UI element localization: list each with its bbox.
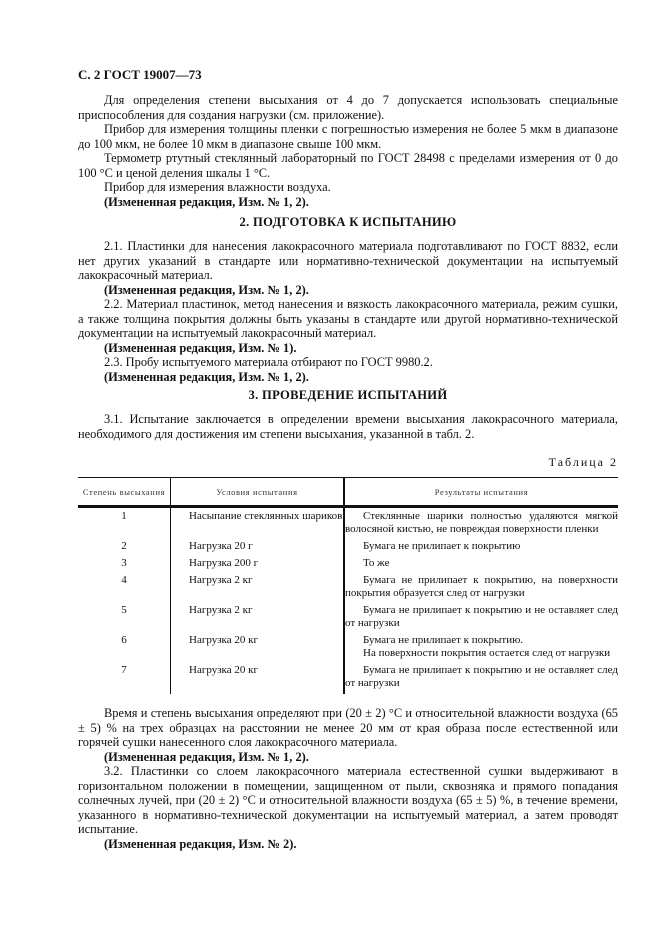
paragraph: 2.1. Пластинки для нанесения лакокрасочного материала подготавливают по ГОСТ 8832, если нет других указаний в стандарте или нормативно-технической документации на испытуемый лакокрасочный материал.: [78, 239, 618, 282]
result-cell: [344, 662, 618, 694]
section-heading: 2. ПОДГОТОВКА К ИСПЫТАНИЮ: [239, 215, 457, 229]
table-row: [78, 662, 618, 694]
paragraph: 2.3. Пробу испытуемого материала отбирают по ГОСТ 9980.2.: [104, 355, 433, 369]
amendment-note: (Измененная редакция, Изм. № 1, 2).: [104, 369, 309, 384]
section-3-body: [78, 412, 618, 441]
amendment-note: (Измененная редакция, Изм. № 1, 2).: [104, 194, 309, 209]
column-header: Результаты испытания: [344, 478, 618, 507]
column-header: Степень высыхания: [78, 478, 171, 507]
result-cell: [344, 632, 618, 662]
degree-cell: 3: [121, 557, 127, 569]
table-header-row: [78, 478, 618, 507]
condition-cell: [171, 662, 345, 694]
column-header: Условия испытания: [171, 478, 345, 507]
condition-cell: [171, 572, 345, 602]
section-3-continued: [78, 706, 618, 891]
result-cell: [344, 538, 618, 555]
degree-cell: 6: [121, 634, 127, 646]
table-row: [78, 507, 618, 539]
section-heading: 3. ПРОВЕДЕНИЕ ИСПЫТАНИЙ: [248, 388, 448, 402]
condition-cell: [171, 507, 345, 539]
amendment-note: (Измененная редакция, Изм. № 2).: [104, 836, 297, 851]
amendment-note: (Измененная редакция, Изм. № 1, 2).: [104, 749, 309, 764]
condition-cell: [171, 538, 345, 555]
result-text: Бумага не прилипает к покрытию: [363, 540, 521, 552]
paragraph: 3.2. Пластинки со слоем лакокрасочного материала естественной сушки выдерживают в горизонтальном положении в помещении, защищенном от пыли, сквозняка и прямого попадания солнечных лучей, при (20 ± 2) °С и относительной влажности воздуха (65 ± 5) %, в течение времени, указанного в нормативно-технической документации на испытуемый материал, а затем проводят испытание.: [78, 764, 618, 836]
condition-text: Нагрузка 20 кг: [189, 664, 258, 676]
result-cell: [344, 555, 618, 572]
condition-cell: [171, 632, 345, 662]
table-row: [78, 538, 618, 555]
condition-text: Насыпание стеклянных шариков: [189, 510, 343, 522]
result-text: То же: [363, 557, 390, 569]
drying-degree-table: [78, 477, 618, 694]
table-row: [78, 572, 618, 602]
amendment-note: (Измененная редакция, Изм. № 1, 2).: [104, 282, 309, 297]
degree-cell: 7: [121, 664, 127, 676]
result-text: Бумага не прилипает к покрытию, на поверхности покрытия образуется след от нагрузки: [345, 574, 618, 599]
paragraph: 3.1. Испытание заключается в определении времени высыхания лакокрасочного материала, необходимого для достижения им степени высыхания, указанной в табл. 2.: [78, 412, 618, 441]
equipment-block: [78, 93, 618, 209]
paragraph: 2.2. Материал пластинок, метод нанесения и вязкость лакокрасочного материала, режим сушки, а также толщина покрытия должны быть указаны в стандарте или другой нормативно-технической документации на испытуемый лакокрасочный материал.: [78, 297, 618, 340]
condition-text: Нагрузка 2 кг: [189, 574, 253, 586]
table-row: [78, 632, 618, 662]
paragraph: Для определения степени высыхания от 4 до 7 допускается использовать специальные приспособления для создания нагрузки (см. приложение).: [78, 93, 618, 122]
result-text: На поверхности покрытия остается след от нагрузки: [363, 647, 611, 659]
table-caption: Таблица 2: [548, 455, 618, 469]
condition-text: Нагрузка 2 кг: [189, 604, 253, 616]
result-text: Бумага не прилипает к покрытию и не оставляет след от нагрузки: [345, 664, 618, 689]
degree-cell: 2: [121, 540, 127, 552]
result-text: Стеклянные шарики полностью удаляются мягкой волосяной кистью, не повреждая поверхности пленки: [345, 510, 618, 535]
paragraph: Термометр ртутный стеклянный лабораторный по ГОСТ 28498 с пределами измерения от 0 до 100 °С и ценой деления шкалы 1 °С.: [78, 151, 618, 180]
result-cell: [344, 602, 618, 632]
paragraph: Прибор для измерения толщины пленки с погрешностью измерения не более 5 мкм в диапазоне до 100 мкм, не более 10 мкм в диапазоне свыше 100 мкм.: [78, 122, 618, 151]
table-row: [78, 555, 618, 572]
result-cell: [344, 572, 618, 602]
degree-cell: 4: [121, 574, 127, 586]
condition-text: Нагрузка 20 кг: [189, 634, 258, 646]
paragraph: Прибор для измерения влажности воздуха.: [104, 180, 331, 194]
section-2-body: [78, 239, 618, 384]
condition-cell: [171, 555, 345, 572]
condition-text: Нагрузка 200 г: [189, 557, 259, 569]
condition-text: Нагрузка 20 г: [189, 540, 253, 552]
table-row: [78, 602, 618, 632]
condition-cell: [171, 602, 345, 632]
paragraph: Время и степень высыхания определяют при (20 ± 2) °С и относительной влажности воздуха (65 ± 5) % на трех образцах на расстоянии не менее 20 мм от края образа после естественной или горячей сушки нанесенного слоя лакокрасочного материала.: [78, 706, 618, 749]
page-header: С. 2 ГОСТ 19007—73: [78, 67, 202, 82]
result-text: Бумага не прилипает к покрытию.: [363, 634, 524, 646]
degree-cell: 1: [121, 510, 127, 522]
amendment-note: (Измененная редакция, Изм. № 1).: [104, 340, 297, 355]
result-cell: [344, 507, 618, 539]
degree-cell: 5: [121, 604, 127, 616]
result-text: Бумага не прилипает к покрытию и не оставляет след от нагрузки: [345, 604, 618, 629]
